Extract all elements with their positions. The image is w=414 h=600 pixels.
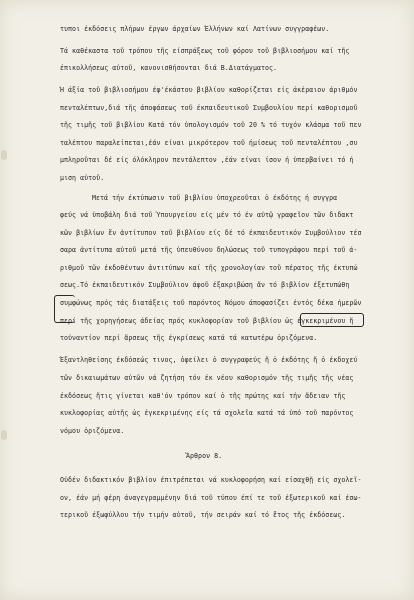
article-heading: Ἄρθρον 8. (186, 452, 223, 460)
text-line: κῶν βιβλίων ἕν ἀντίτυπον τοῦ βιβλίου είς δέ τό έκπαιδευτικόν Συμβούλιον τέσ (60, 229, 362, 237)
text-line: πενταλέπτων,διά τῆς άποφάσεως τοῦ έκπαιδευτικοῦ Συμβουλίου περί καθορισμοῦ (60, 104, 358, 112)
text-line: περί τῆς χορηγήσεως άδείας πρός κυκλοφορίαν τοῦ βιβλίου ὡς έγκεκριμένου ἤ (60, 317, 354, 325)
text-line: μιση αὐτοῦ. (60, 174, 105, 182)
text-line: φεύς νά ὑποβάλη διά τοῦ Ὑπουργείου είς μέν τό έν αὐτῷ γραφεῖον τῶν διδακτ (60, 211, 354, 219)
text-line: Μετά τήν έκτύπωσιν τοῦ βιβλίου ὑποχρεοῦται ὁ έκδότης ή συγγρα (92, 194, 338, 202)
handwritten-bracket-right (300, 313, 364, 327)
text-line: Έξαντληθείσης έκδόσεώς τινος, ὀφείλει ὁ συγγραφεύς ἤ ὁ έκδότης ἤ ὁ έκδοχεύ (60, 356, 358, 364)
text-line: τερικοῦ έξωφύλλου τήν τιμήν αὐτοῦ, τήν σειράν καί τό ἔτος τῆς έκδόσεως. (60, 511, 346, 519)
text-line: μπληροῦται δέ είς όλόκληρον πεντάλεπτον ,έάν είναι ίσον ή ὑπερβαίνει τό ή (60, 156, 354, 164)
text-line: τῶν δικαιωμάτων αὐτῶν νά ζητήση τόν έκ νέου καθορισμόν τῆς τιμῆς τῆς νέας (60, 374, 354, 382)
text-line: σαρα ἀντίτυπα αὐτοῦ μετά τῆς ὑπευθύνου δηλώσεως τοῦ τυπογράφου περί τοῦ ά- (60, 246, 358, 254)
text-line: έπικολλήσεως αὐτοῦ, κανονισθήσονται διά Β.Διατάγματος. (60, 64, 278, 72)
text-line: ον, έάν μή φέρη άναγεγραμμένην διά τοῦ τύπου έπί τε τοῦ έξωτερικοῦ καί έσω- (60, 494, 362, 502)
text-line: τυποι έκδόσεις πλήρων έργων άρχαίων Έλλήνων καί Λατίνων συγγραφέων. (60, 25, 330, 33)
text-line: συμφώνως πρός τάς διατάξεις τοῦ παρόντος Νόμου άποφασίζει έντός δέκα ήμερῶν (60, 299, 362, 307)
text-line: σεως.Τό έκπαιδευτικόν Συμβούλιον άφοῦ έξακριβώση ἄν τό βιβλίον έξετυπώθη (60, 281, 350, 289)
text-line: έκδόσεως ἥτις γίνεται καθ'όν τρόπον καί ὁ τῆς πρώτης καί τήν ἄδειαν τῆς (60, 392, 346, 400)
text-line: Τά καθέκαστα τοῦ τρόπου τῆς είσπράξεως τοῦ φόρου τοῦ βιβλιοσήμου καί τῆς (60, 47, 350, 55)
text-line: ταλέπτου παραλείπεται,έάν είναι μικρότερον τοῦ ήμίσεως τοῦ πενταλέπτου ,συ (60, 139, 358, 147)
handwritten-bracket-left (54, 295, 75, 323)
text-line: τῆς τιμῆς τοῦ βιβλίου Κατά τόν ὑπολογισμόν τοῦ 20 % τό τυχόν κλάσμα τοῦ πεν (60, 121, 362, 129)
text-line: Οὐδέν διδακτικόν βιβλίον έπιτρέπεται νά κυκλοφορήση καί είσαχθῇ είς σχολεῖ- (60, 476, 362, 484)
text-line: κυκλοφορίας αὐτῆς ὡς έγκεκριμένης είς τά σχολεῖα κατά τά ὑπό τοῦ παρόντος (60, 409, 354, 417)
text-line: τοὐναντίον περί ἄρσεως τῆς έγκρίσεως κατά τά κατωτέρω ὁριζόμενα. (60, 334, 318, 342)
binder-hole-top (1, 150, 7, 160)
binder-hole-bottom (1, 430, 7, 440)
text-line: Ή άξία τοῦ βιβλιοσήμου έφ'έκάστου βιβλίου καθορίζεται είς άκέραιον άριθμόν (60, 86, 358, 94)
text-line: ριθμοῦ τῶν έκδοθέντων ἀντιτύπων καί τῆς χρονολογίαν τοῦ πέρατος τῆς έκτυπώ (60, 264, 358, 272)
text-line: νόμου ὁριζόμενα. (60, 427, 125, 435)
